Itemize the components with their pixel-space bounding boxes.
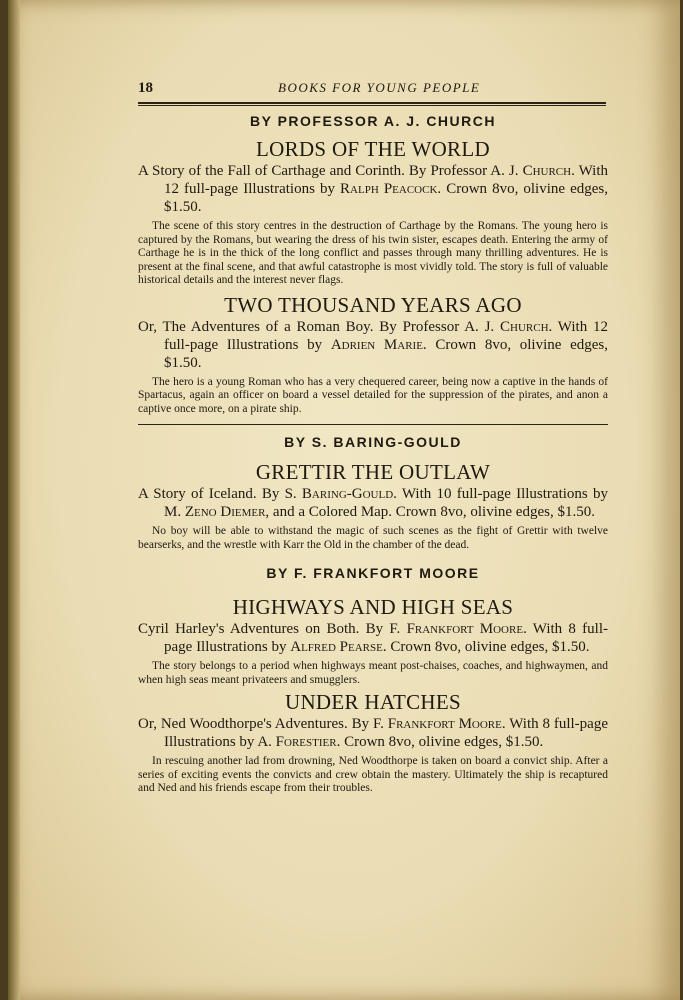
book-entry: Or, Ned Woodthorpe's Adventures. By F. Frankfort Moore. With 8 full-page Illustrations by A. Forestier. Crown 8vo, olivine edges, $1.50. — [138, 716, 608, 750]
page-content — [138, 110, 608, 796]
author-heading: BY PROFESSOR A. J. CHURCH — [250, 113, 496, 129]
header-rule-thin — [138, 105, 606, 106]
book-page — [8, 0, 680, 1000]
running-title: BOOKS FOR YOUNG PEOPLE — [278, 80, 481, 95]
book-title: UNDER HATCHES — [285, 690, 461, 714]
book-title: TWO THOUSAND YEARS AGO — [224, 292, 522, 317]
book-description: No boy will be able to withstand the magic of such scenes as the fight of Grettir with twelve bearserks, and the wrestle with Karr the Old in the chamber of the dead. — [138, 525, 608, 551]
book-entry: Or, The Adventures of a Roman Boy. By Professor A. J. Church. With 12 full-page Illustrations by Adrien Marie. Crown 8vo, olivine edges, $1.50. — [138, 318, 608, 371]
book-entry: A Story of Iceland. By S. Baring-Gould. With 10 full-page Illustrations by M. Zeno Diemer, and a Colored Map. Crown 8vo, olivine edges, $1.50. — [138, 486, 608, 520]
book-entry: A Story of the Fall of Carthage and Corinth. By Professor A. J. Church. With 12 full-page Illustrations by Ralph Peacock. Crown 8vo, olivine edges, $1.50. — [138, 163, 609, 215]
page-header — [138, 78, 608, 100]
header-rule — [138, 102, 606, 104]
book-description: In rescuing another lad from drowning, Ned Woodthorpe is taken on board a convict ship. After a series of exciting events the convicts and crew obtain the mastery. Ultimately the ship is recaptured and Ned and his friends escape from their troubles. — [138, 755, 608, 794]
book-description: The story belongs to a period when highways meant post-chaises, coaches, and highwaymen, and when high seas meant privateers and smugglers. — [138, 660, 608, 686]
book-title: LORDS OF THE WORLD — [256, 137, 490, 161]
book-title: HIGHWAYS AND HIGH SEAS — [232, 595, 514, 619]
section-rule — [138, 424, 608, 425]
book-title: GRETTIR THE OUTLAW — [255, 460, 491, 484]
book-entry: Cyril Harley's Adventures on Both. By F. Frankfort Moore. With 8 full-page Illustrations by Alfred Pearse. Crown 8vo, olivine edges, $1.50. — [138, 621, 609, 655]
page-number: 18 — [138, 80, 153, 96]
book-description: The scene of this story centres in the destruction of Carthage by the Romans. The young hero is captured by the Romans, but wearing the dress of his twin sister, escapes death. Entering the army of Carthage he is in the thick of the long conflict and passes through many thrilling adventures. He is present at the final scene, and that awful catastrophe is most vividly told. The story is full of valuable historical details and the interest never flags. — [138, 220, 608, 286]
book-description: The hero is a young Roman who has a very chequered career, being now a captive in the hands of Spartacus, again an officer on board a vessel detailed for the suppression of the pirates, and anon a captive once more, on a pirate ship. — [138, 375, 608, 415]
author-heading: BY F. FRANKFORT MOORE — [266, 565, 480, 581]
author-heading: BY S. BARING-GOULD — [284, 434, 462, 450]
page-gutter — [8, 0, 20, 1000]
